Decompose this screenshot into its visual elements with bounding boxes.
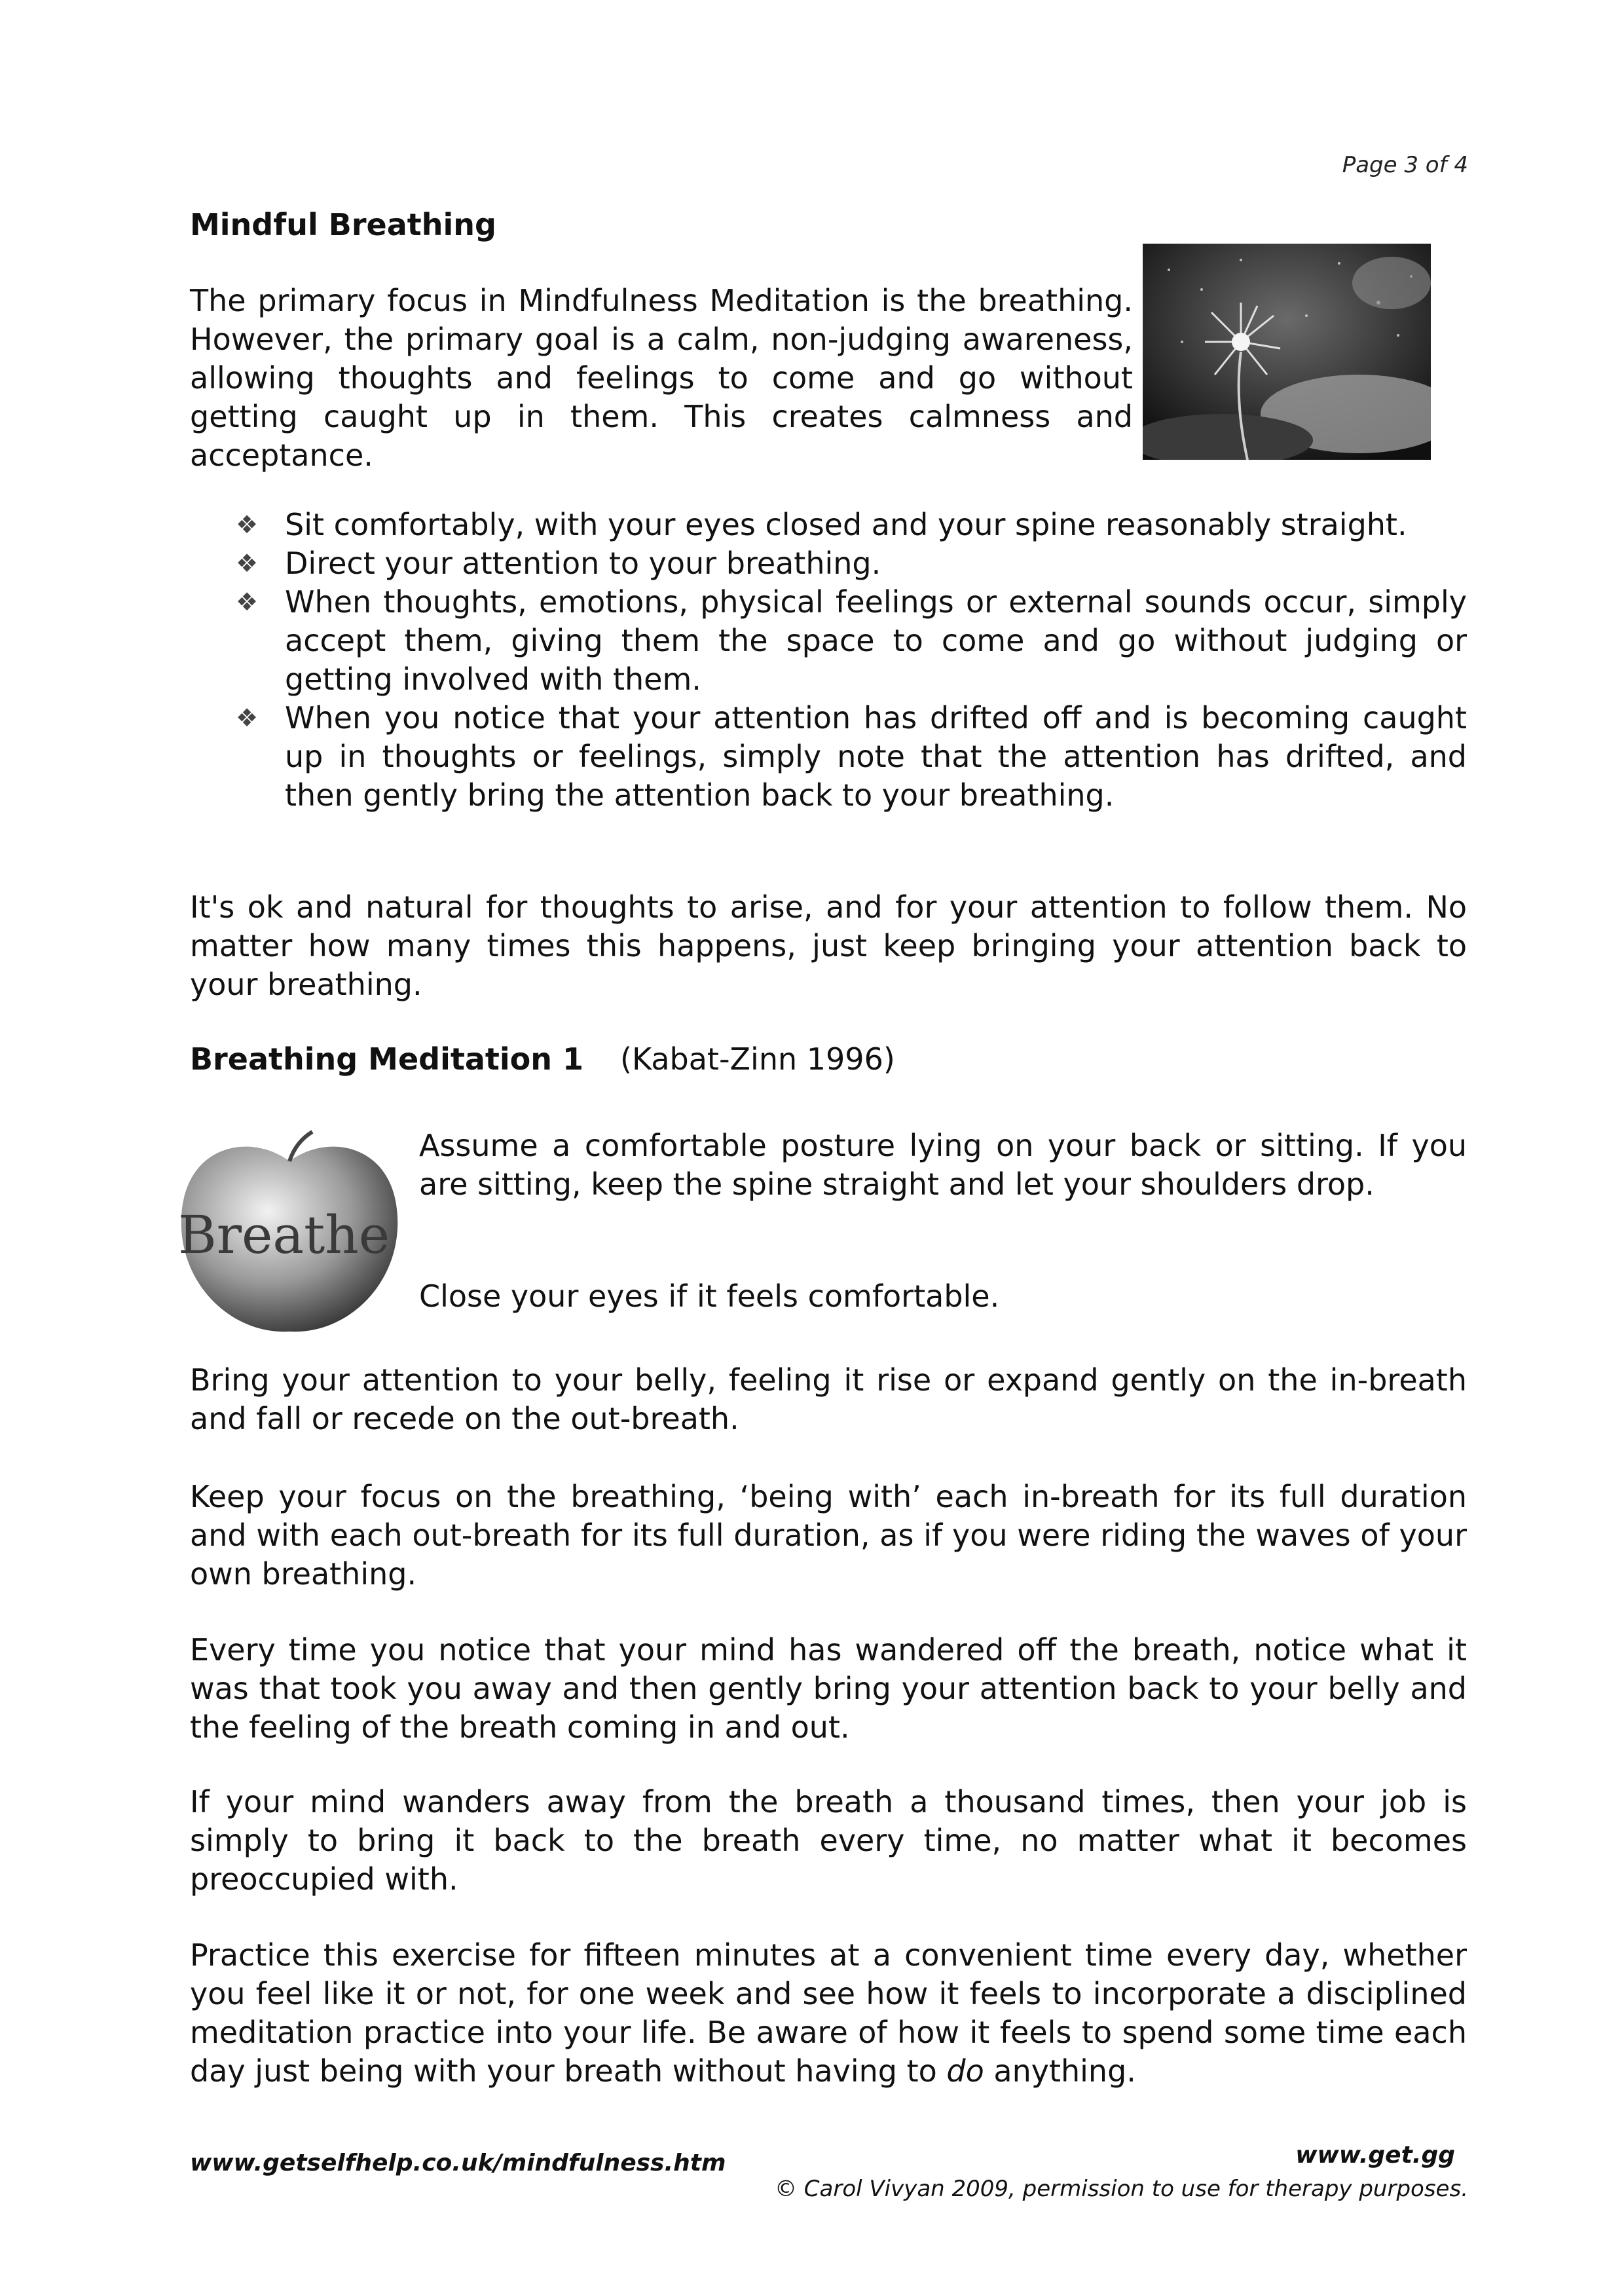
breathe-apple-graphic: [172, 1125, 407, 1341]
list-item: [236, 506, 1467, 544]
belly-paragraph: Bring your attention to your belly, feeling it rise or expand gently on the in-breath and fall or recede on the out-breath.: [190, 1362, 1467, 1436]
section-title-mindful-breathing: Mindful Breathing: [190, 207, 496, 242]
footer-site[interactable]: www.get.gg: [1295, 2142, 1455, 2169]
close-eyes-paragraph: Close your eyes if it feels comfortable.: [419, 1278, 1000, 1314]
diamond-dots-icon: ❖: [236, 549, 259, 578]
instruction-list: [236, 506, 1467, 815]
dandelion-photo: [1143, 244, 1431, 460]
breathe-label: Breathe: [178, 1204, 390, 1265]
practice-paragraph: [190, 1936, 1467, 2091]
practice-emphasis: do: [946, 2053, 984, 2089]
list-item-text: Direct your attention to your breathing.: [285, 546, 881, 581]
dandelion-photo-graphic: [1143, 244, 1431, 460]
breathe-apple-photo: [172, 1125, 407, 1341]
section-title-breathing-meditation: [190, 1041, 895, 1077]
diamond-dots-icon: ❖: [236, 588, 259, 616]
focus-paragraph: Keep your focus on the breathing, ‘being with’ each in-breath for its full duration and with each out-breath for its full duration, as if you were riding the waves of your own breathing.: [190, 1479, 1467, 1592]
list-item: [236, 544, 1467, 583]
posture-paragraph: Assume a comfortable posture lying on your back or sitting. If you are sitting, keep the spine straight and let your shoulders drop.: [419, 1128, 1467, 1202]
footer-url[interactable]: www.getselfhelp.co.uk/mindfulness.htm: [190, 2150, 726, 2176]
thousand-times-paragraph: If your mind wanders away from the breath a thousand times, then your job is simply to bring it back to the breath every time, no matter what it becomes preoccupied with.: [190, 1784, 1467, 1897]
footer-copyright: © Carol Vivyan 2009, permission to use for therapy purposes.: [774, 2176, 1468, 2202]
page-number: Page 3 of 4: [1342, 152, 1468, 178]
citation: (Kabat-Zinn 1996): [620, 1041, 895, 1077]
section-title-text: Breathing Meditation 1: [190, 1041, 584, 1077]
practice-text: Practice this exercise for fifteen minutes at a convenient time every day, whether you feel like it or not, for one week and see how it feels to incorporate a disciplined meditation practice into your life. Be aware of how it feels to spend some time each day just being with your breath without having to: [190, 1937, 1467, 2089]
list-item-text: When thoughts, emotions, physical feelings or external sounds occur, simply accept them, giving them the space to come and go without judging or getting involved with them.: [285, 584, 1467, 697]
wandered-paragraph: Every time you notice that your mind has wandered off the breath, notice what it was that took you away and then gently bring your attention back to your belly and the feeling of the breath coming in and out.: [190, 1632, 1467, 1745]
intro-paragraph: The primary focus in Mindfulness Meditation is the breathing. However, the primary goal is a calm, non-judging awareness, allowing thoughts and feelings to come and go without getting caught up in them. This creates calmness and acceptance.: [190, 283, 1133, 473]
diamond-dots-icon: ❖: [236, 510, 259, 539]
list-item-text: When you notice that your attention has drifted off and is becoming caught up in thoughts or feelings, simply note that the attention has drifted, and then gently bring the attention back to your breathing.: [285, 700, 1467, 813]
list-item-text: Sit comfortably, with your eyes closed and your spine reasonably straight.: [285, 507, 1407, 542]
list-item: [236, 699, 1467, 815]
practice-end: anything.: [993, 2053, 1136, 2089]
closing-paragraph: It's ok and natural for thoughts to arise, and for your attention to follow them. No matter how many times this happens, just keep bringing your attention back to your breathing.: [190, 889, 1467, 1002]
diamond-dots-icon: ❖: [236, 703, 259, 732]
list-item: [236, 583, 1467, 699]
